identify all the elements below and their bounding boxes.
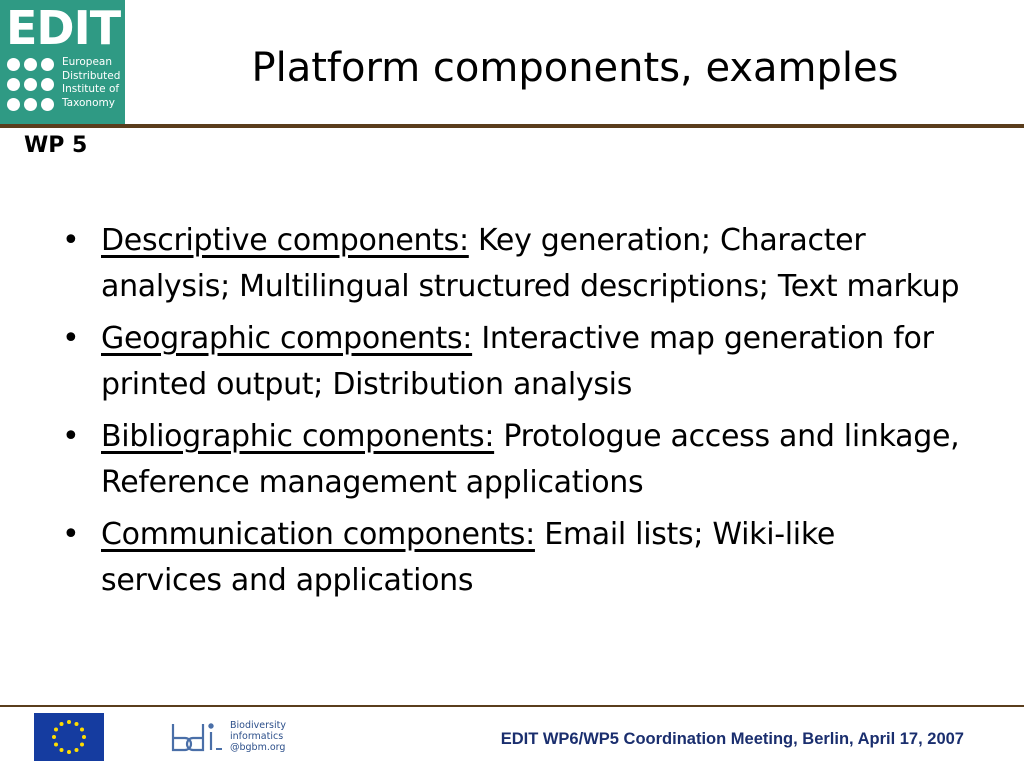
logo-line: Institute of	[62, 83, 120, 95]
footer-meeting-text: EDIT WP6/WP5 Coordination Meeting, Berlin, April 17, 2007	[500, 730, 964, 748]
logo-line: Taxonomy	[62, 96, 115, 109]
slide-title: Platform components, examples	[251, 45, 899, 91]
eu-flag-icon	[34, 713, 104, 761]
bullet-dot-icon: •	[62, 321, 80, 356]
logo-word: EDIT	[6, 1, 121, 55]
logo-line: Distributed	[62, 69, 121, 82]
bullet-list	[60, 218, 960, 610]
work-package-label: WP 5	[24, 133, 88, 158]
bullet-dot-icon: •	[62, 419, 80, 454]
top-divider	[0, 124, 1024, 128]
bullet-item	[60, 316, 960, 408]
bullet-heading: Bibliographic components:	[101, 419, 495, 454]
bottom-divider	[0, 705, 1024, 707]
eu-stars-icon	[34, 713, 104, 761]
logo-text	[62, 56, 120, 110]
bdi-line: @bgbm.org	[230, 742, 286, 753]
bullet-body: Protologue access and linkage, Reference management applications	[101, 419, 960, 500]
bullet-item	[60, 218, 960, 310]
logo-line: European	[62, 56, 113, 68]
bdi-text	[230, 720, 286, 753]
logo-dots-icon	[7, 58, 59, 112]
bullet-body: Email lists; Wiki-like services and applications	[101, 517, 835, 598]
bullet-dot-icon: •	[62, 223, 80, 258]
bullet-heading: Descriptive components:	[101, 223, 469, 258]
edit-logo	[0, 0, 125, 124]
bullet-heading: Communication components:	[101, 517, 535, 552]
bullet-dot-icon: •	[62, 517, 80, 552]
bullet-item	[60, 414, 960, 506]
bdi-line: Biodiversity	[230, 720, 286, 731]
bdi-line: informatics	[230, 731, 284, 742]
bullet-item	[60, 512, 960, 604]
bullet-body: Interactive map generation for printed output; Distribution analysis	[101, 321, 934, 402]
bullet-heading: Geographic components:	[101, 321, 473, 356]
bullet-body: Key generation; Character analysis; Multilingual structured descriptions; Text markup	[101, 223, 960, 304]
